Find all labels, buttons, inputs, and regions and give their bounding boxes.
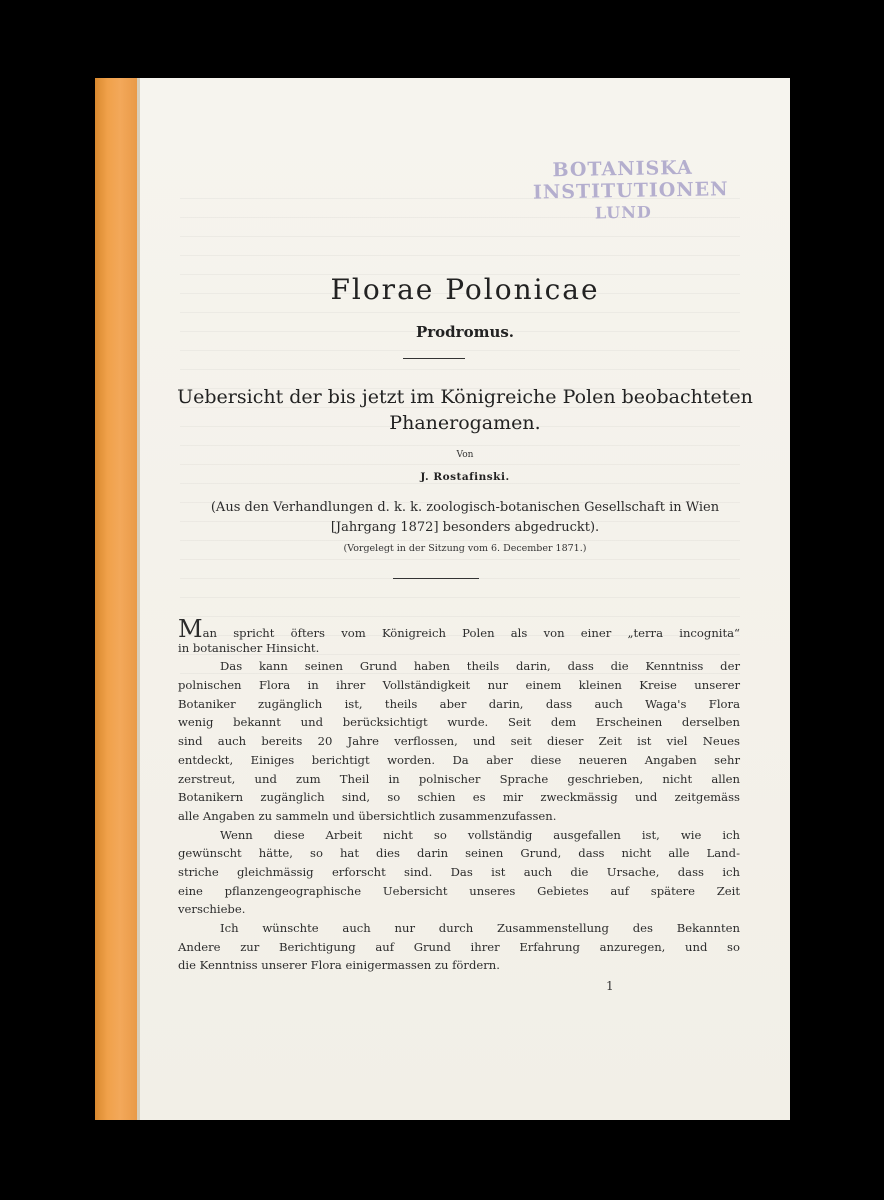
body-line: verschiebe. (178, 902, 246, 917)
page-title: Florae Polonicae (330, 273, 600, 306)
body-line: entdeckt, Einiges berichtigt worden. Da aber diese neueren Angaben sehr (178, 752, 740, 767)
body-line: wenig bekannt und berücksichtigt wurde. Seit dem Erscheinen derselben (178, 715, 740, 730)
body-line: polnischen Flora in ihrer Vollständigkeit nur einem kleinen Kreise unserer (178, 678, 740, 693)
author-name: J. Rostafinski. (420, 471, 510, 483)
body-line: Andere zur Berichtigung auf Grund ihrer Erfahrung anzuregen, und so (178, 939, 740, 954)
body-line: Ich wünschte auch nur durch Zusammenstellung des Bekannten (220, 921, 740, 935)
library-stamp (532, 156, 729, 225)
stamp-line-3: LUND (594, 202, 652, 223)
body-text (178, 615, 740, 975)
show-through-text (180, 198, 740, 678)
publication-note-line-1: (Aus den Verhandlungen d. k. k. zoologisch-botanischen Gesellschaft in Wien (210, 500, 720, 515)
body-line: striche gleichmässig erforscht sind. Das ist auch die Ursache, dass ich (178, 864, 740, 879)
body-line: gewünscht hätte, so hat dies darin seinen Grund, dass nicht alle Land- (178, 846, 740, 861)
body-line: Das kann seinen Grund haben theils darin, dass die Kenntniss der (220, 659, 740, 674)
body-line: Botaniker zugänglich ist, theils aber darin, dass auch Waga's Flora (178, 696, 740, 711)
body-line-text: an spricht öfters vom Königreich Polen als von einer „terra incognita“ (202, 626, 740, 640)
title-page (140, 78, 790, 1120)
session-note: (Vorgelegt in der Sitzung vom 6. December 1871.) (343, 543, 587, 554)
page-subtitle: Prodromus. (415, 323, 515, 341)
booklet (95, 78, 790, 1120)
body-line (178, 615, 740, 643)
stamp-line-1: BOTANISKA (552, 156, 693, 182)
divider-rule (393, 578, 479, 579)
body-line: Wenn diese Arbeit nicht so vollständig ausgefallen ist, wie ich (220, 827, 740, 842)
drop-cap: M (178, 615, 203, 643)
publication-note (140, 498, 790, 538)
page-number: 1 (606, 979, 614, 993)
body-line: zerstreut, und zum Theil in polnischer Sprache geschrieben, nicht allen (178, 771, 740, 786)
german-title-line-2: Phanerogamen. (389, 412, 541, 434)
body-line: die Kenntniss unserer Flora einigermassen zu fördern. (178, 958, 500, 973)
divider-rule (403, 358, 465, 359)
orange-spine (95, 78, 137, 1120)
von-label: Von (456, 450, 474, 460)
body-line: Botanikern zugänglich sind, so schien es mir zweckmässig und zeitgemäss (178, 790, 740, 805)
body-line: eine pflanzengeographische Uebersicht unseres Gebietes auf spätere Zeit (178, 883, 740, 898)
body-line: sind auch bereits 20 Jahre verflossen, und seit dieser Zeit ist viel Neues (178, 734, 740, 749)
german-title-line-1: Uebersicht der bis jetzt im Königreiche Polen beobachteten (177, 386, 753, 408)
stamp-line-2: INSTITUTIONEN (532, 178, 729, 204)
german-title (140, 384, 790, 436)
publication-note-line-2: [Jahrgang 1872] besonders abgedruckt). (330, 520, 600, 535)
body-line: in botanischer Hinsicht. (178, 640, 320, 655)
body-line: alle Angaben zu sammeln und übersichtlich zusammenzufassen. (178, 808, 557, 823)
